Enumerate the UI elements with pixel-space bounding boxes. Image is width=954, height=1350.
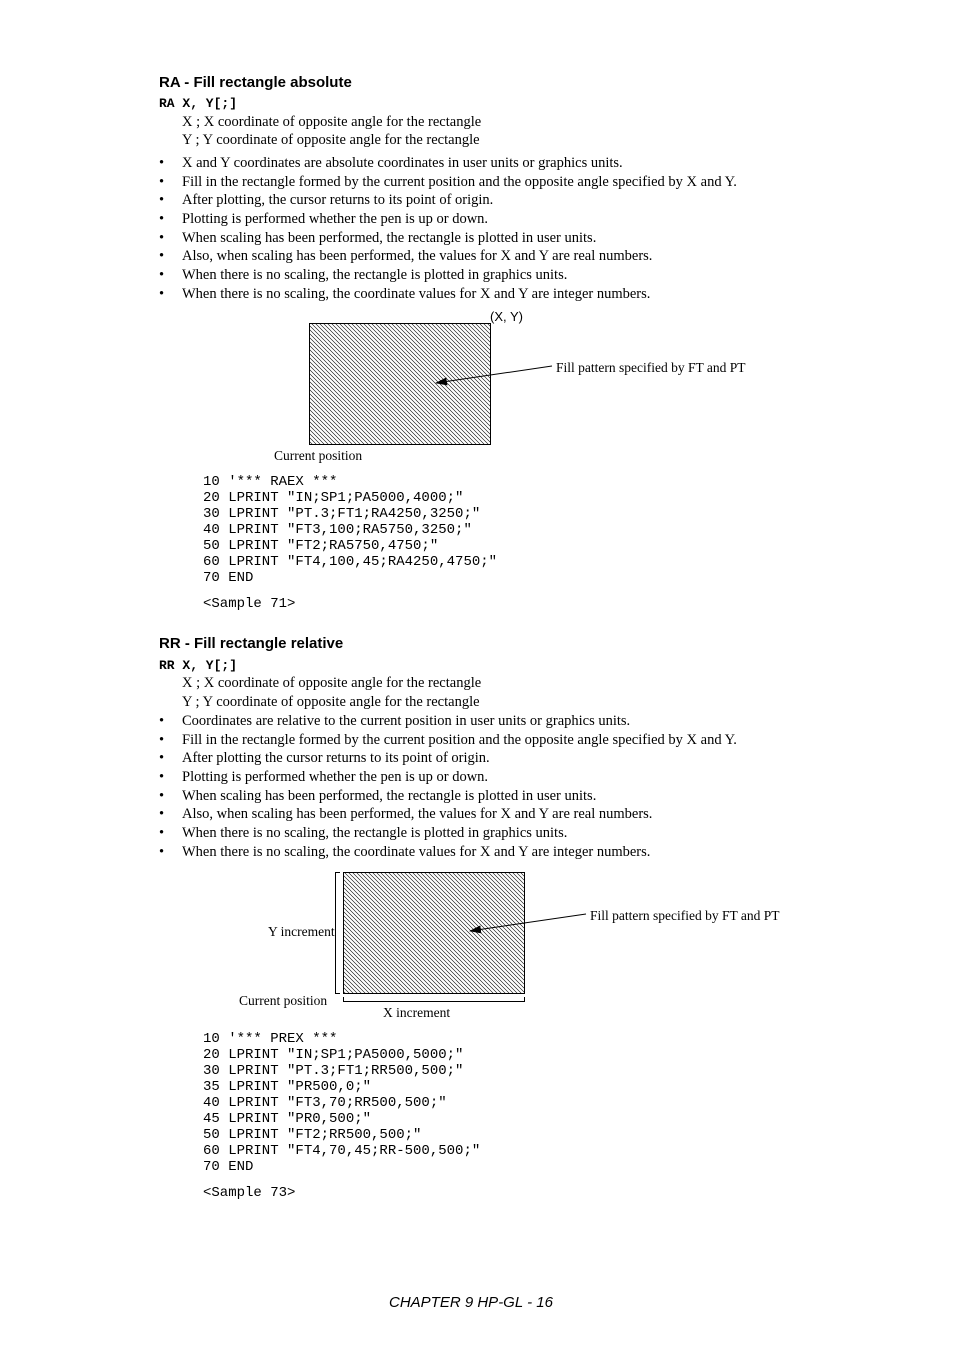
code-line: 20 LPRINT "IN;SP1;PA5000,5000;": [203, 1047, 464, 1063]
ra-fill-label: Fill pattern specified by FT and PT: [556, 360, 746, 375]
rr-current-label: Current position: [239, 993, 328, 1008]
code-line: 20 LPRINT "IN;SP1;PA5000,4000;": [203, 490, 464, 506]
code-line: 50 LPRINT "FT2;RA5750,4750;": [203, 538, 439, 554]
code-line: 10 '*** PREX ***: [203, 1031, 338, 1047]
list-item: • Also, when scaling has been performed, the values for X and Y are real numbers.: [159, 806, 653, 823]
list-item: • When scaling has been performed, the rectangle is plotted in user units.: [159, 787, 597, 804]
code-line: 40 LPRINT "FT3,100;RA5750,3250;": [203, 522, 472, 538]
ra-heading: RA - Fill rectangle absolute: [159, 74, 352, 91]
ra-param-y: Y ; Y coordinate of opposite angle for the rectangle: [182, 132, 480, 148]
rr-heading: RR - Fill rectangle relative: [159, 635, 344, 652]
page-footer: CHAPTER 9 HP-GL - 16: [389, 1294, 553, 1311]
rr-code-listing: [203, 1031, 480, 1175]
list-item: • Also, when scaling has been performed, the values for X and Y are real numbers.: [159, 248, 653, 265]
code-line: 35 LPRINT "PR500,0;": [203, 1079, 372, 1095]
code-line: 70 END: [203, 1159, 254, 1175]
code-line: 30 LPRINT "PT.3;FT1;RA4250,3250;": [203, 506, 481, 522]
rr-fill-rectangle: [344, 873, 525, 994]
code-line: 45 LPRINT "PR0,500;": [203, 1111, 372, 1127]
code-line: 70 END: [203, 570, 254, 586]
code-line: 60 LPRINT "FT4,70,45;RR-500,500;": [203, 1143, 481, 1159]
code-line: 50 LPRINT "FT2;RR500,500;": [203, 1127, 422, 1143]
list-item: • When scaling has been performed, the rectangle is plotted in user units.: [159, 229, 597, 246]
list-item: • When there is no scaling, the rectangle is plotted in graphics units.: [159, 825, 568, 842]
list-item: • When there is no scaling, the coordinate values for X and Y are integer numbers.: [159, 843, 651, 860]
rr-fill-label: Fill pattern specified by FT and PT: [590, 908, 780, 923]
list-item: • Fill in the rectangle formed by the current position and the opposite angle specified by X and Y.: [159, 173, 737, 190]
rr-param-x: X ; X coordinate of opposite angle for the rectangle: [182, 675, 482, 691]
list-item: • When there is no scaling, the rectangle is plotted in graphics units.: [159, 267, 568, 284]
ra-param-x: X ; X coordinate of opposite angle for the rectangle: [182, 114, 482, 130]
rr-syntax: RR X, Y[;]: [159, 658, 238, 673]
ra-sample-caption: <Sample 71>: [203, 596, 296, 612]
rr-y-label: Y increment: [268, 924, 335, 939]
list-item: • When there is no scaling, the coordinate values for X and Y are integer numbers.: [159, 285, 651, 302]
list-item: • Coordinates are relative to the current position in user units or graphics units.: [159, 713, 631, 729]
list-item: • Plotting is performed whether the pen is up or down.: [159, 769, 489, 786]
code-line: 60 LPRINT "FT4,100,45;RA4250,4750;": [203, 554, 498, 570]
rr-sample-caption: <Sample 73>: [203, 1185, 296, 1201]
list-item: • Fill in the rectangle formed by the current position and the opposite angle specified by X and Y.: [159, 731, 737, 748]
list-item: • Plotting is performed whether the pen is up or down.: [159, 211, 489, 228]
code-line: 40 LPRINT "FT3,70;RR500,500;": [203, 1095, 447, 1111]
code-line: 30 LPRINT "PT.3;FT1;RR500,500;": [203, 1063, 464, 1079]
rr-param-y: Y ; Y coordinate of opposite angle for the rectangle: [182, 694, 480, 710]
list-item: • After plotting, the cursor returns to its point of origin.: [159, 192, 494, 209]
code-line: 10 '*** RAEX ***: [203, 474, 338, 490]
rr-x-label: X increment: [383, 1005, 451, 1020]
ra-corner-label: (X, Y): [490, 309, 523, 324]
list-item: • After plotting the cursor returns to its point of origin.: [159, 750, 490, 767]
ra-syntax: RA X, Y[;]: [159, 96, 238, 111]
ra-current-label: Current position: [274, 448, 363, 463]
list-item: • X and Y coordinates are absolute coordinates in user units or graphics units.: [159, 155, 623, 171]
